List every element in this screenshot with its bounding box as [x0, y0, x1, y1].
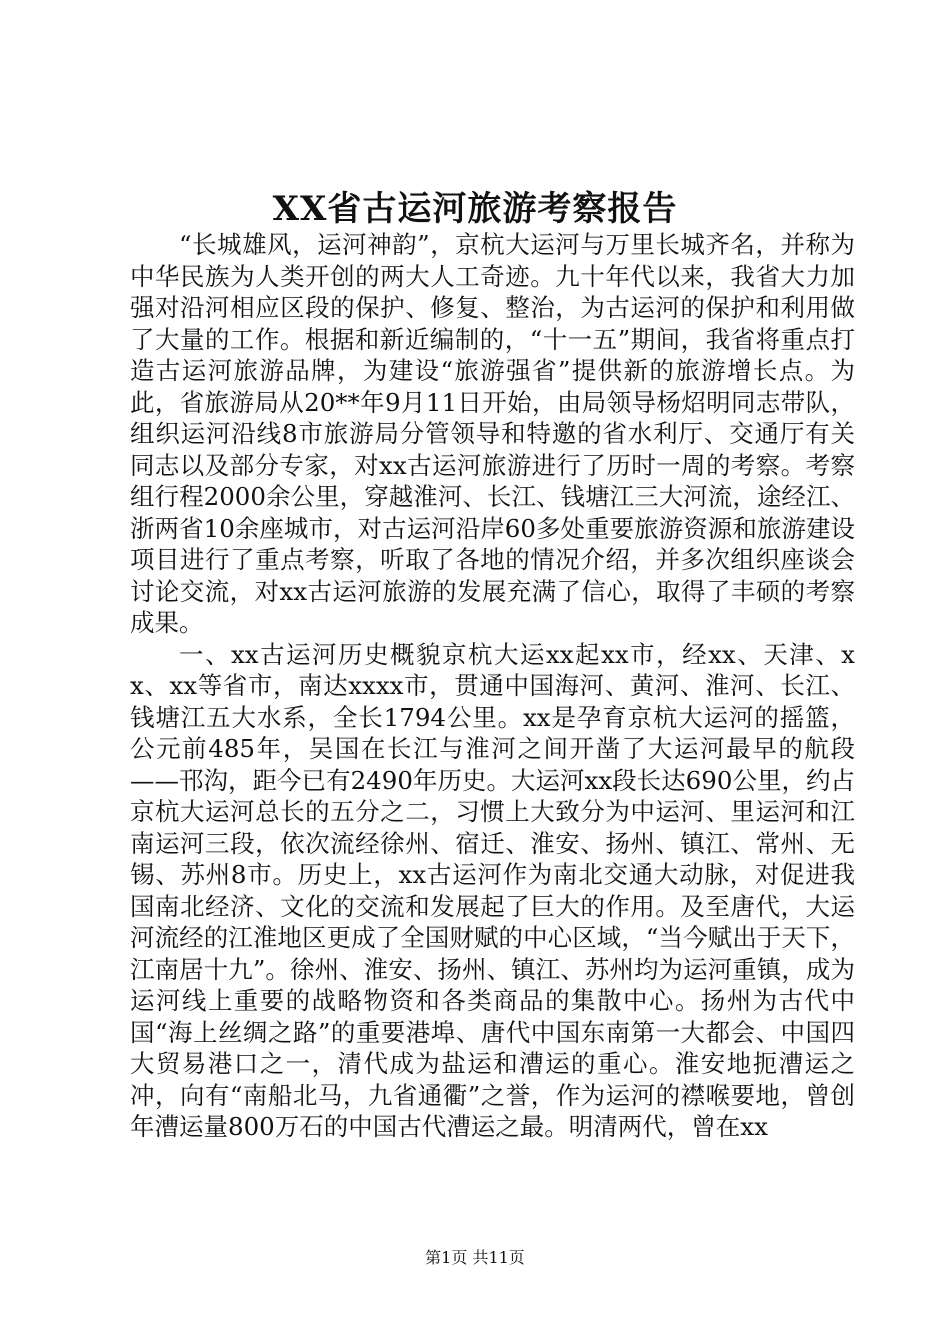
paragraph-intro: “长城雄风，运河神韵”，京杭大运河与万里长城齐名，并称为中华民族为人类开创的两大人工奇迹。九十年代以来，我省大力加强对沿河相应区段的保护、修复、整治，为古运河的保护和利用做了大量的工作。根据和新近编制的，“十一五”期间，我省将重点打造古运河旅游品牌，为建设“旅游强省”提供新的旅游增长点。为此，省旅游局从20**年9月11日开始，由局领导杨炤明同志带队，组织运河沿线8市旅游局分管领导和特邀的省水利厅、交通厅有关同志以及部分专家，对xx古运河旅游进行了历时一周的考察。考察组行程2000余公里，穿越淮河、长江、钱塘江三大河流，途经江、浙两省10余座城市，对古运河沿岸60多处重要旅游资源和旅游建设项目进行了重点考察，听取了各地的情况介绍，并多次组织座谈会讨论交流，对xx古运河旅游的发展充满了信心，取得了丰硕的考察成果。: [130, 230, 855, 637]
paragraph-history: 一、xx古运河历史概貌京杭大运xx起xx市，经xx、天津、xx、xx等省市，南达xxxx市，贯通中国海河、黄河、淮河、长江、钱塘江五大水系，全长1794公里。xx是孕育京杭大运河的摇篮，公元前485年，吴国在长江与淮河之间开凿了大运河最早的航段——邗沟，距今已有2490年历史。大运河xx段长达690公里，约占京杭大运河总长的五分之二，习惯上大致分为中运河、里运河和江南运河三段，依次流经徐州、宿迁、淮安、扬州、镇江、常州、无锡、苏州8市。历史上，xx古运河作为南北交通大动脉，对促进我国南北经济、文化的交流和发展起了巨大的作用。及至唐代，大运河流经的江淮地区更成了全国财赋的中心区域，“当今赋出于天下，江南居十九”。徐州、淮安、扬州、镇江、苏州均为运河重镇，成为运河线上重要的战略物资和各类商品的集散中心。扬州为古代中国“海上丝绸之路”的重要港埠、唐代中国东南第一大都会、中国四大贸易港口之一，清代成为盐运和漕运的重心。淮安地扼漕运之冲，向有“南船北马，九省通衢”之誉，作为运河的襟喉要地，曾创年漕运量800万石的中国古代漕运之最。明清两代，曾在xx: [130, 639, 855, 1141]
page-footer: 第1页 共11页: [425, 1248, 525, 1267]
document-body: [130, 229, 855, 1143]
document-title: XX省古运河旅游考察报告: [272, 189, 678, 229]
